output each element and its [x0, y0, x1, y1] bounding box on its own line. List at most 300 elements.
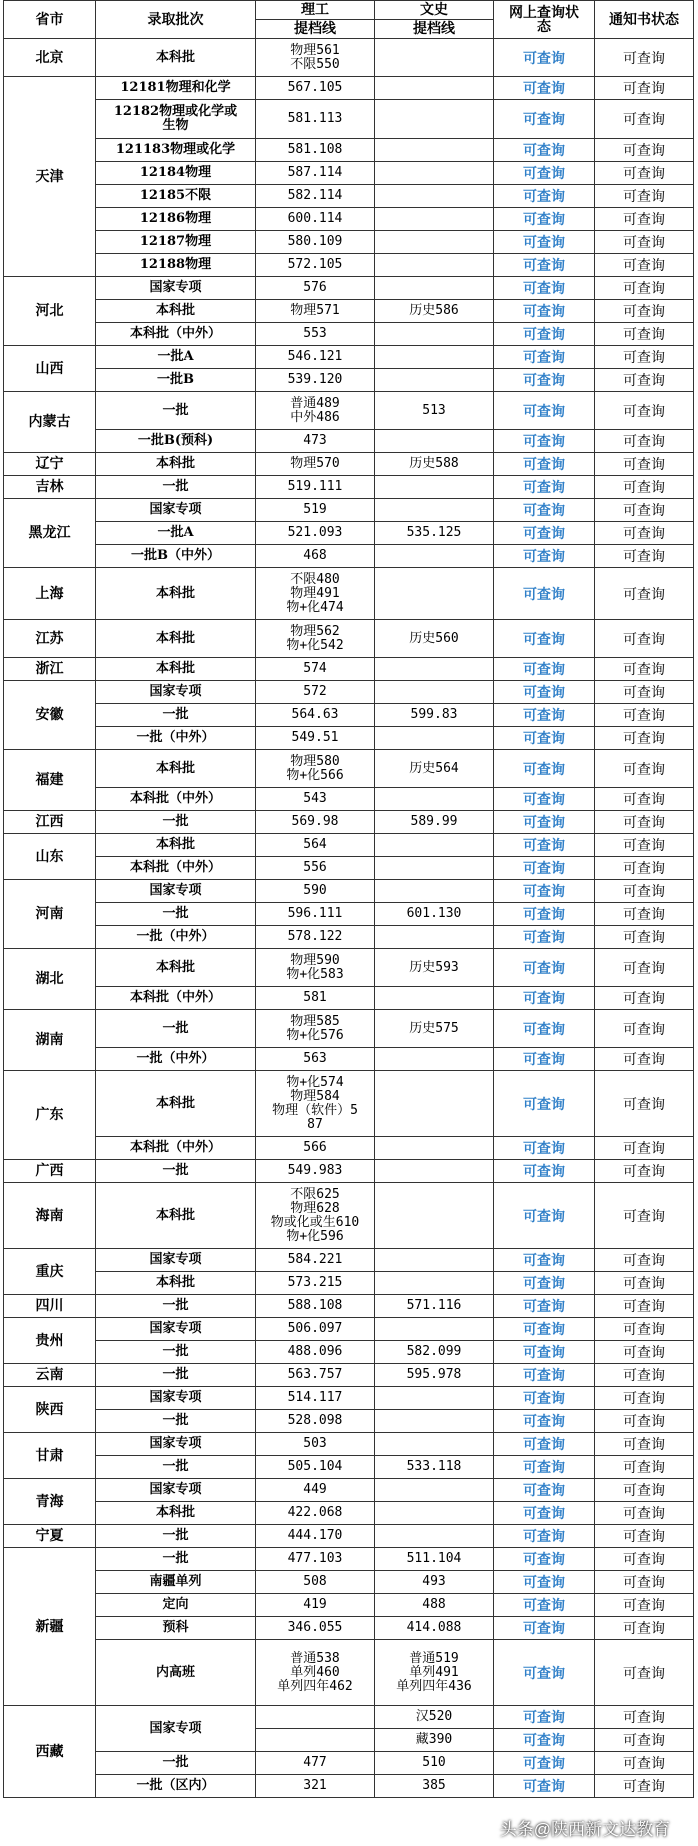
sci-score: 物理571	[256, 300, 375, 323]
batch-name: 本科批	[96, 834, 256, 857]
lib-score	[375, 1479, 494, 1502]
online-query-link[interactable]: 可查询	[494, 681, 595, 704]
province-name: 湖南	[4, 1010, 96, 1071]
notice-status: 可查询	[595, 453, 694, 476]
province-name: 天津	[4, 77, 96, 277]
notice-status: 可查询	[595, 1071, 694, 1137]
table-row	[4, 1137, 694, 1160]
sci-score: 449	[256, 1479, 375, 1502]
lib-score	[375, 208, 494, 231]
notice-status: 可查询	[595, 139, 694, 162]
table-row	[4, 1010, 694, 1048]
notice-status: 可查询	[595, 1249, 694, 1272]
online-query-link[interactable]: 可查询	[494, 1183, 595, 1249]
online-query-link[interactable]: 可查询	[494, 1617, 595, 1640]
online-query-link[interactable]: 可查询	[494, 620, 595, 658]
batch-name: 一批	[96, 704, 256, 727]
online-query-link[interactable]: 可查询	[494, 1706, 595, 1729]
online-query-link[interactable]: 可查询	[494, 750, 595, 788]
online-query-link[interactable]: 可查询	[494, 1502, 595, 1525]
header-province: 省市	[4, 1, 96, 39]
province-name: 陕西	[4, 1387, 96, 1433]
sci-score: 521.093	[256, 522, 375, 545]
online-query-link[interactable]: 可查询	[494, 834, 595, 857]
table-row	[4, 1272, 694, 1295]
notice-status: 可查询	[595, 1775, 694, 1798]
sci-score: 519	[256, 499, 375, 522]
sci-score: 444.170	[256, 1525, 375, 1548]
batch-name: 12184物理	[96, 162, 256, 185]
online-query-link[interactable]: 可查询	[494, 453, 595, 476]
sci-score: 553	[256, 323, 375, 346]
table-row	[4, 658, 694, 681]
table-row	[4, 1502, 694, 1525]
lib-score: 601.130	[375, 903, 494, 926]
batch-name: 一批A	[96, 346, 256, 369]
batch-name: 本科批	[96, 453, 256, 476]
batch-name: 一批	[96, 1456, 256, 1479]
table-row	[4, 323, 694, 346]
lib-score	[375, 39, 494, 77]
lib-score	[375, 658, 494, 681]
province-name: 宁夏	[4, 1525, 96, 1548]
online-query-link[interactable]: 可查询	[494, 1479, 595, 1502]
online-query-link[interactable]: 可查询	[494, 139, 595, 162]
table-row	[4, 681, 694, 704]
batch-name: 12185不限	[96, 185, 256, 208]
notice-status: 可查询	[595, 704, 694, 727]
sci-score: 物理580 物+化566	[256, 750, 375, 788]
lib-score	[375, 430, 494, 453]
table-row	[4, 277, 694, 300]
batch-name: 南疆单列	[96, 1571, 256, 1594]
batch-name: 一批	[96, 1410, 256, 1433]
online-query-link[interactable]: 可查询	[494, 300, 595, 323]
notice-status: 可查询	[595, 1729, 694, 1752]
table-row	[4, 499, 694, 522]
sci-score: 不限480 物理491 物+化474	[256, 568, 375, 620]
lib-score	[375, 545, 494, 568]
lib-score: 历史560	[375, 620, 494, 658]
lib-score: 藏390	[375, 1729, 494, 1752]
lib-score: 511.104	[375, 1548, 494, 1571]
sci-score: 584.221	[256, 1249, 375, 1272]
batch-name: 12181物理和化学	[96, 77, 256, 100]
online-query-link[interactable]: 可查询	[494, 811, 595, 834]
notice-status: 可查询	[595, 788, 694, 811]
online-query-link[interactable]: 可查询	[494, 369, 595, 392]
lib-score: 414.088	[375, 1617, 494, 1640]
notice-status: 可查询	[595, 834, 694, 857]
online-query-link[interactable]: 可查询	[494, 185, 595, 208]
header-lib: 文史	[375, 1, 494, 20]
notice-status: 可查询	[595, 949, 694, 987]
online-query-link[interactable]: 可查询	[494, 949, 595, 987]
notice-status: 可查询	[595, 231, 694, 254]
lib-score	[375, 323, 494, 346]
table-row	[4, 1571, 694, 1594]
lib-score	[375, 254, 494, 277]
batch-name: 一批B（中外）	[96, 545, 256, 568]
batch-name: 一批B	[96, 369, 256, 392]
batch-name: 国家专项	[96, 499, 256, 522]
lib-score: 普通519 单列491 单列四年436	[375, 1640, 494, 1706]
province-name: 海南	[4, 1183, 96, 1249]
sci-score: 物理562 物+化542	[256, 620, 375, 658]
notice-status: 可查询	[595, 1318, 694, 1341]
notice-status: 可查询	[595, 499, 694, 522]
province-name: 山东	[4, 834, 96, 880]
online-query-link[interactable]: 可查询	[494, 277, 595, 300]
table-body	[4, 39, 694, 1798]
province-name: 浙江	[4, 658, 96, 681]
online-query-link[interactable]: 可查询	[494, 1571, 595, 1594]
online-query-link[interactable]: 可查询	[494, 323, 595, 346]
online-query-link[interactable]: 可查询	[494, 346, 595, 369]
notice-status: 可查询	[595, 100, 694, 139]
notice-status: 可查询	[595, 1594, 694, 1617]
online-query-link[interactable]: 可查询	[494, 880, 595, 903]
table-row	[4, 857, 694, 880]
online-query-link[interactable]: 可查询	[494, 1548, 595, 1571]
online-query-link[interactable]: 可查询	[494, 1433, 595, 1456]
online-query-link[interactable]: 可查询	[494, 1249, 595, 1272]
online-query-link[interactable]: 可查询	[494, 1525, 595, 1548]
table-row	[4, 1364, 694, 1387]
batch-name: 12186物理	[96, 208, 256, 231]
sci-score: 590	[256, 880, 375, 903]
sci-score	[256, 1706, 375, 1729]
notice-status: 可查询	[595, 1295, 694, 1318]
notice-status: 可查询	[595, 658, 694, 681]
table-row	[4, 620, 694, 658]
lib-score: 488	[375, 1594, 494, 1617]
online-query-link[interactable]: 可查询	[494, 1318, 595, 1341]
table-row	[4, 1479, 694, 1502]
table-row	[4, 453, 694, 476]
sci-score: 419	[256, 1594, 375, 1617]
table-row	[4, 704, 694, 727]
sci-score: 物理590 物+化583	[256, 949, 375, 987]
notice-status: 可查询	[595, 254, 694, 277]
sci-score: 488.096	[256, 1341, 375, 1364]
online-query-link[interactable]: 可查询	[494, 704, 595, 727]
online-query-link[interactable]: 可查询	[494, 987, 595, 1010]
online-query-link[interactable]: 可查询	[494, 100, 595, 139]
table-row	[4, 880, 694, 903]
table-row	[4, 208, 694, 231]
notice-status: 可查询	[595, 1387, 694, 1410]
table-row	[4, 1640, 694, 1706]
lib-score	[375, 1160, 494, 1183]
online-query-link[interactable]: 可查询	[494, 231, 595, 254]
table-row	[4, 300, 694, 323]
lib-score	[375, 568, 494, 620]
sci-score: 519.111	[256, 476, 375, 499]
province-name: 北京	[4, 39, 96, 77]
admission-score-table	[3, 0, 694, 1798]
sci-score: 539.120	[256, 369, 375, 392]
notice-status: 可查询	[595, 1548, 694, 1571]
table-row	[4, 1387, 694, 1410]
online-query-link[interactable]: 可查询	[494, 727, 595, 750]
online-query-link[interactable]: 可查询	[494, 658, 595, 681]
sci-score: 566	[256, 1137, 375, 1160]
lib-score	[375, 788, 494, 811]
notice-status: 可查询	[595, 185, 694, 208]
batch-name: 国家专项	[96, 1433, 256, 1456]
sci-score: 物理570	[256, 453, 375, 476]
sci-score: 503	[256, 1433, 375, 1456]
lib-score	[375, 369, 494, 392]
sci-score: 581	[256, 987, 375, 1010]
header-batch: 录取批次	[96, 1, 256, 39]
sci-score: 588.108	[256, 1295, 375, 1318]
online-query-link[interactable]: 可查询	[494, 1752, 595, 1775]
table-row	[4, 1318, 694, 1341]
province-name: 内蒙古	[4, 392, 96, 453]
notice-status: 可查询	[595, 1525, 694, 1548]
notice-status: 可查询	[595, 392, 694, 430]
notice-status: 可查询	[595, 277, 694, 300]
batch-name: 121183物理或化学	[96, 139, 256, 162]
notice-status: 可查询	[595, 1048, 694, 1071]
lib-score	[375, 727, 494, 750]
batch-name: 一批	[96, 1364, 256, 1387]
online-query-link[interactable]: 可查询	[494, 1594, 595, 1617]
online-query-link[interactable]: 可查询	[494, 77, 595, 100]
notice-status: 可查询	[595, 1272, 694, 1295]
lib-score	[375, 987, 494, 1010]
online-query-link[interactable]: 可查询	[494, 545, 595, 568]
batch-name: 国家专项	[96, 880, 256, 903]
batch-name: 一批B(预科)	[96, 430, 256, 453]
online-query-link[interactable]: 可查询	[494, 1048, 595, 1071]
table-row	[4, 1752, 694, 1775]
batch-name: 一批	[96, 1752, 256, 1775]
batch-name: 预科	[96, 1617, 256, 1640]
table-row	[4, 568, 694, 620]
table-row	[4, 1071, 694, 1137]
online-query-link[interactable]: 可查询	[494, 788, 595, 811]
lib-score	[375, 476, 494, 499]
sci-score: 581.113	[256, 100, 375, 139]
online-query-link[interactable]: 可查询	[494, 1387, 595, 1410]
table-row	[4, 185, 694, 208]
lib-score	[375, 77, 494, 100]
province-name: 青海	[4, 1479, 96, 1525]
lib-score	[375, 926, 494, 949]
notice-status: 可查询	[595, 162, 694, 185]
online-query-link[interactable]: 可查询	[494, 392, 595, 430]
table-row	[4, 727, 694, 750]
online-query-link[interactable]: 可查询	[494, 208, 595, 231]
sci-score: 587.114	[256, 162, 375, 185]
notice-status: 可查询	[595, 1137, 694, 1160]
sci-score: 477.103	[256, 1548, 375, 1571]
batch-name: 一批	[96, 392, 256, 430]
province-name: 山西	[4, 346, 96, 392]
batch-name: 本科批	[96, 1183, 256, 1249]
online-query-link[interactable]: 可查询	[494, 903, 595, 926]
sci-score: 321	[256, 1775, 375, 1798]
lib-score	[375, 1318, 494, 1341]
lib-score	[375, 162, 494, 185]
batch-name: 国家专项	[96, 681, 256, 704]
notice-status: 可查询	[595, 1502, 694, 1525]
online-query-link[interactable]: 可查询	[494, 1456, 595, 1479]
table-row	[4, 987, 694, 1010]
batch-name: 本科批（中外）	[96, 323, 256, 346]
sci-score: 物理561 不限550	[256, 39, 375, 77]
online-query-link[interactable]: 可查询	[494, 1160, 595, 1183]
online-query-link[interactable]: 可查询	[494, 1640, 595, 1706]
lib-score: 513	[375, 392, 494, 430]
online-query-link[interactable]: 可查询	[494, 430, 595, 453]
watermark: 头条@陕西新文达教育	[499, 1820, 670, 1839]
notice-status: 可查询	[595, 1410, 694, 1433]
notice-status: 可查询	[595, 323, 694, 346]
notice-status: 可查询	[595, 880, 694, 903]
notice-status: 可查询	[595, 1752, 694, 1775]
province-name: 河南	[4, 880, 96, 949]
batch-name: 一批（中外）	[96, 1048, 256, 1071]
province-name: 西藏	[4, 1706, 96, 1798]
online-query-link[interactable]: 可查询	[494, 39, 595, 77]
sci-score: 508	[256, 1571, 375, 1594]
table-row	[4, 545, 694, 568]
batch-name: 12187物理	[96, 231, 256, 254]
notice-status: 可查询	[595, 1183, 694, 1249]
table-row	[4, 77, 694, 100]
notice-status: 可查询	[595, 681, 694, 704]
sci-score: 506.097	[256, 1318, 375, 1341]
table-row	[4, 392, 694, 430]
lib-score: 历史586	[375, 300, 494, 323]
batch-name: 本科批（中外）	[96, 1137, 256, 1160]
table-row	[4, 100, 694, 139]
lib-score	[375, 1410, 494, 1433]
online-query-link[interactable]: 可查询	[494, 1137, 595, 1160]
table-row	[4, 1548, 694, 1571]
table-row	[4, 1295, 694, 1318]
sci-score: 546.121	[256, 346, 375, 369]
province-name: 江苏	[4, 620, 96, 658]
online-query-link[interactable]: 可查询	[494, 1364, 595, 1387]
online-query-link[interactable]: 可查询	[494, 1410, 595, 1433]
online-query-link[interactable]: 可查询	[494, 1071, 595, 1137]
online-query-link[interactable]: 可查询	[494, 476, 595, 499]
lib-score	[375, 1137, 494, 1160]
sci-score: 580.109	[256, 231, 375, 254]
online-query-link[interactable]: 可查询	[494, 926, 595, 949]
sci-score: 564	[256, 834, 375, 857]
lib-score	[375, 857, 494, 880]
online-query-link[interactable]: 可查询	[494, 1272, 595, 1295]
batch-name: 一批	[96, 1010, 256, 1048]
sci-score: 549.983	[256, 1160, 375, 1183]
notice-status: 可查询	[595, 1617, 694, 1640]
online-query-link[interactable]: 可查询	[494, 857, 595, 880]
table-row	[4, 903, 694, 926]
notice-status: 可查询	[595, 1706, 694, 1729]
lib-score: 582.099	[375, 1341, 494, 1364]
notice-status: 可查询	[595, 1479, 694, 1502]
lib-score: 571.116	[375, 1295, 494, 1318]
lib-score	[375, 880, 494, 903]
province-name: 新疆	[4, 1548, 96, 1706]
sci-score: 563	[256, 1048, 375, 1071]
sci-score: 596.111	[256, 903, 375, 926]
table-row	[4, 346, 694, 369]
notice-status: 可查询	[595, 1456, 694, 1479]
lib-score: 汉520	[375, 1706, 494, 1729]
lib-score	[375, 1048, 494, 1071]
table-row	[4, 1048, 694, 1071]
online-query-link[interactable]: 可查询	[494, 1010, 595, 1048]
sci-score: 物+化574 物理584 物理（软件）5 87	[256, 1071, 375, 1137]
sci-score: 563.757	[256, 1364, 375, 1387]
notice-status: 可查询	[595, 1433, 694, 1456]
sci-score: 573.215	[256, 1272, 375, 1295]
lib-score: 589.99	[375, 811, 494, 834]
online-query-link[interactable]: 可查询	[494, 568, 595, 620]
lib-score	[375, 1525, 494, 1548]
notice-status: 可查询	[595, 545, 694, 568]
batch-name: 一批	[96, 476, 256, 499]
batch-name: 一批	[96, 811, 256, 834]
batch-name: 本科批	[96, 568, 256, 620]
sci-score: 567.105	[256, 77, 375, 100]
sci-score: 物理585 物+化576	[256, 1010, 375, 1048]
table-row	[4, 162, 694, 185]
batch-name: 一批（区内）	[96, 1775, 256, 1798]
lib-score: 历史593	[375, 949, 494, 987]
header-lib-line: 提档线	[375, 20, 494, 39]
batch-name: 本科批（中外）	[96, 857, 256, 880]
province-name: 云南	[4, 1364, 96, 1387]
province-name: 广西	[4, 1160, 96, 1183]
province-name: 湖北	[4, 949, 96, 1010]
batch-name: 一批	[96, 1160, 256, 1183]
lib-score: 595.978	[375, 1364, 494, 1387]
sci-score: 422.068	[256, 1502, 375, 1525]
province-name: 贵州	[4, 1318, 96, 1364]
lib-score	[375, 139, 494, 162]
online-query-link[interactable]: 可查询	[494, 499, 595, 522]
notice-status: 可查询	[595, 903, 694, 926]
notice-status: 可查询	[595, 568, 694, 620]
lib-score	[375, 277, 494, 300]
online-query-link[interactable]: 可查询	[494, 1341, 595, 1364]
sci-score: 普通489 中外486	[256, 392, 375, 430]
province-name: 辽宁	[4, 453, 96, 476]
online-query-link[interactable]: 可查询	[494, 1775, 595, 1798]
notice-status: 可查询	[595, 926, 694, 949]
batch-name: 国家专项	[96, 277, 256, 300]
online-query-link[interactable]: 可查询	[494, 1295, 595, 1318]
batch-name: 本科批	[96, 1071, 256, 1137]
notice-status: 可查询	[595, 750, 694, 788]
online-query-link[interactable]: 可查询	[494, 1729, 595, 1752]
sci-score: 543	[256, 788, 375, 811]
online-query-link[interactable]: 可查询	[494, 254, 595, 277]
table-row	[4, 811, 694, 834]
notice-status: 可查询	[595, 1160, 694, 1183]
online-query-link[interactable]: 可查询	[494, 162, 595, 185]
table-row	[4, 926, 694, 949]
online-query-link[interactable]: 可查询	[494, 522, 595, 545]
